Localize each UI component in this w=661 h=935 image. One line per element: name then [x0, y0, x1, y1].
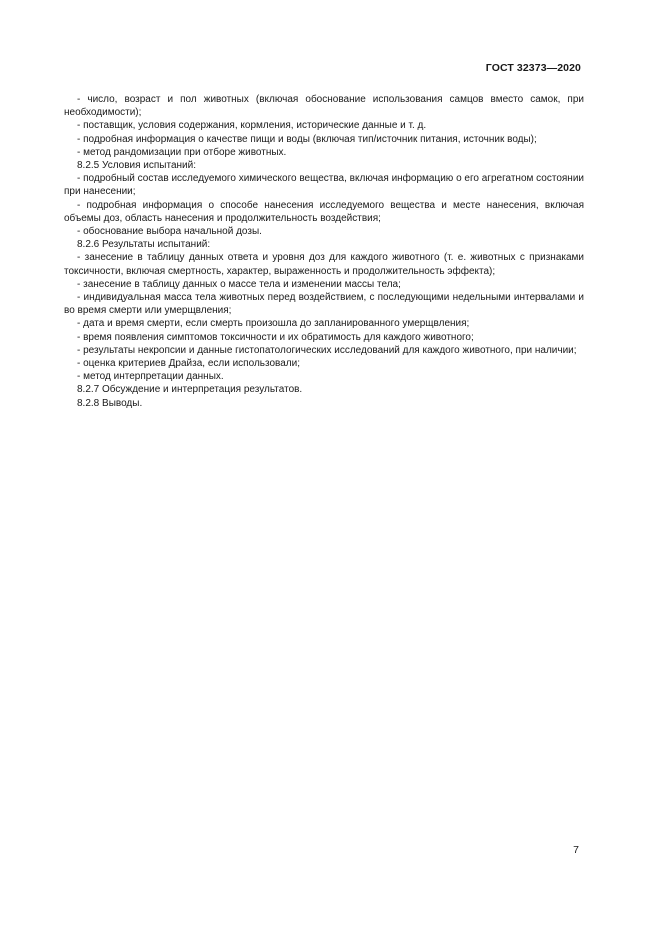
paragraph: - обоснование выбора начальной дозы.: [77, 226, 262, 238]
paragraph: - метод рандомизации при отборе животных.: [77, 146, 287, 158]
paragraph: - подробный состав исследуемого химического вещества, включая информацию о его агрегатном состоянии при нанесении;: [64, 173, 584, 198]
paragraph: - занесение в таблицу данных о массе тела и изменении массы тела;: [77, 278, 401, 290]
section-heading: 8.2.5 Условия испытаний:: [77, 160, 196, 172]
paragraph: - индивидуальная масса тела животных перед воздействием, с последующими недельными интервалами и во время смерти или умерщвления;: [64, 292, 584, 317]
paragraph: - оценка критериев Драйза, если использовали;: [77, 358, 300, 370]
page-number: 7: [573, 844, 579, 856]
paragraph: - число, возраст и пол животных (включая обоснование использования самцов вместо самок, при необходимости);: [64, 94, 584, 119]
section-heading: 8.2.6 Результаты испытаний:: [77, 239, 211, 251]
document-body: [64, 93, 584, 410]
paragraph: - дата и время смерти, если смерть произошла до запланированного умерщвления;: [77, 318, 470, 330]
paragraph: - подробная информация о способе нанесения исследуемого вещества и месте нанесения, включая объемы доз, область нанесения и продолжительность воздействия;: [64, 199, 584, 224]
paragraph: - время появления симптомов токсичности и их обратимость для каждого животного;: [77, 331, 474, 343]
paragraph: - поставщик, условия содержания, кормления, исторические данные и т. д.: [77, 120, 427, 132]
paragraph: - метод интерпретации данных.: [77, 371, 224, 383]
paragraph: - подробная информация о качестве пищи и воды (включая тип/источник питания, источник воды);: [77, 133, 537, 145]
section-heading: 8.2.7 Обсуждение и интерпретация результатов.: [77, 384, 303, 396]
section-heading: 8.2.8 Выводы.: [77, 397, 143, 409]
paragraph: - результаты некропсии и данные гистопатологических исследований для каждого животного, при наличии;: [77, 344, 577, 356]
paragraph: - занесение в таблицу данных ответа и уровня доз для каждого животного (т. е. животных с признаками токсичности, включая смертность, характер, выраженность и продолжительность эффекта);: [64, 252, 584, 277]
document-header: ГОСТ 32373—2020: [485, 62, 581, 74]
